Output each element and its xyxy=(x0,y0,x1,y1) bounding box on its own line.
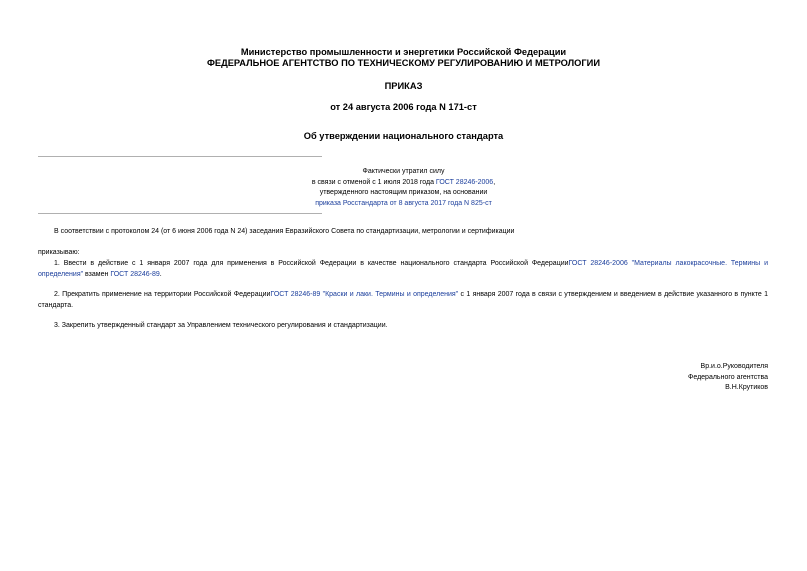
item-2: 2. Прекратить применение на территории Российской ФедерацииГОСТ 28246-89 "Краски и лаки. Термины и определения" с 1 января 2007 года в связи с утверждением и введением в действие указанного в пункте 1 стандарта. xyxy=(38,291,769,309)
item-3: 3. Закрепить утвержденный стандарт за Управлением технического регулирования и стандартизации. xyxy=(54,322,388,329)
gost-2006-link[interactable]: ГОСТ 28246-2006 xyxy=(435,178,494,186)
gost-28246-2006-link[interactable]: ГОСТ 28246-2006 "Материалы лакокрасочные. Термины и определения" xyxy=(38,260,768,278)
agency-name: ФЕДЕРАЛЬНОЕ АГЕНТСТВО ПО ТЕХНИЧЕСКОМУ РЕГУЛИРОВАНИЮ И МЕТРОЛОГИИ xyxy=(206,58,601,68)
ministry-name: Министерство промышленности и энергетики Российской Федерации xyxy=(240,47,567,57)
rosstandart-order-link[interactable]: приказа Росстандарта от 8 августа 2017 года N 825-ст xyxy=(315,199,492,207)
document-type: ПРИКАЗ xyxy=(384,81,423,91)
intro-paragraph: В соответствии с протоколом 24 (от 6 июня 2006 года N 24) заседания Евразийского Совета по стандартизации, метрологии и сертификации xyxy=(54,228,515,235)
lost-force-line1: Фактически утратил силу xyxy=(362,168,445,175)
signature-block xyxy=(688,362,768,394)
document-header xyxy=(0,47,807,69)
gost-28246-89-link[interactable]: ГОСТ 28246-89 xyxy=(110,270,160,278)
document-date: от 24 августа 2006 года N 171-ст xyxy=(330,102,477,112)
signature-position-2: Федерального агентства xyxy=(688,373,768,381)
gost-28246-89-paints-link[interactable]: ГОСТ 28246-89 "Краски и лаки. Термины и определения" xyxy=(270,291,459,298)
lost-force-note xyxy=(230,167,577,209)
bottom-divider xyxy=(38,213,322,214)
order-word: приказываю: xyxy=(38,249,80,256)
lost-force-line3: утвержденного настоящим приказом, на основании xyxy=(319,189,488,196)
lost-force-line4 xyxy=(230,199,577,210)
lost-force-line2: в связи с отменой с 1 июля 2018 года ГОСТ 28246-2006, xyxy=(311,178,496,186)
top-divider xyxy=(38,156,322,157)
signature-position-1: Вр.и.о.Руководителя xyxy=(700,363,768,370)
signature-name: В.Н.Крутиков xyxy=(725,384,768,391)
document-subject: Об утверждении национального стандарта xyxy=(303,131,504,141)
item-1: 1. Ввести в действие с 1 января 2007 года для применения в Российской Федерации в качестве национального стандарта Российской ФедерацииГОСТ 28246-2006 "Материалы лакокрасочные. Термины и определения" взамен ГОСТ 28246-89. xyxy=(38,260,768,278)
